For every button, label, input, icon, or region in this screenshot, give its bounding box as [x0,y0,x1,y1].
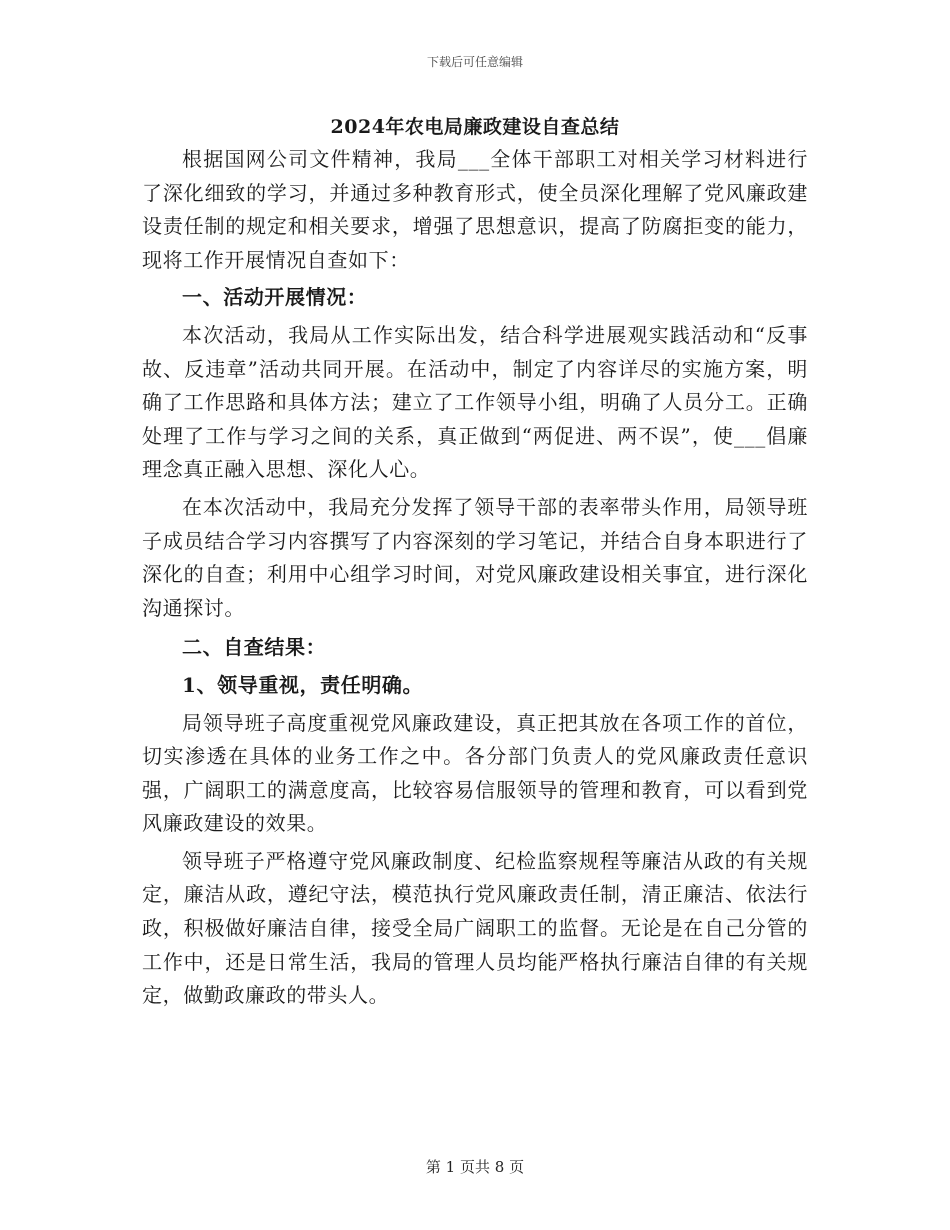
subsection-1-heading: 1、领导重视，责任明确。 [182,672,424,697]
subsection-1-paragraph-1: 局领导班子高度重视党风廉政建设，真正把其放在各项工作的首位，切实渗透在具体的业务工作之中。各分部门负责人的党风廉政责任意识强，广阔职工的满意度高，比较容易信服领导的管理和教育，可以看到党风廉政建设的效果。 [142,710,808,836]
section-1-heading: 一、活动开展情况： [182,285,368,310]
header-note: 下载后可任意编辑 [426,55,523,69]
document-body [142,111,808,1013]
section-2-heading: 二、自查结果： [182,635,327,660]
section-1-paragraph-1: 本次活动，我局从工作实际出发，结合科学进展观实践活动和“反事故、反违章”活动共同开展。在活动中，制定了内容详尽的实施方案，明确了工作思路和具体方法；建立了工作领导小组，明确了人员分工。正确处理了工作与学习之间的关系，真正做到“两促进、两不误”，使___倡廉理念真正融入思想、深化人心。 [142,322,808,482]
document-title: 2024年农电局廉政建设自查总结 [330,116,620,138]
intro-paragraph: 根据国网公司文件精神，我局___全体干部职工对相关学习材料进行了深化细致的学习，并通过多种教育形式，使全员深化理解了党风廉政建设责任制的规定和相关要求，增强了思想意识，提高了防腐拒变的能力，现将工作开展情况自查如下： [142,147,808,272]
page-footer: 第 1 页共 8 页 [425,1158,525,1176]
section-1-paragraph-2: 在本次活动中，我局充分发挥了领导干部的表率带头作用，局领导班子成员结合学习内容撰写了内容深刻的学习笔记，并结合自身本职进行了深化的自查；利用中心组学习时间，对党风廉政建设相关事宜，进行深化沟通探讨。 [142,494,808,620]
subsection-1-paragraph-2: 领导班子严格遵守党风廉政制度、纪检监察规程等廉洁从政的有关规定，廉洁从政，遵纪守法，模范执行党风廉政责任制，清正廉洁、依法行政，积极做好廉洁自律，接受全局广阔职工的监督。无论是在自己分管的工作中，还是日常生活，我局的管理人员均能严格执行廉洁自律的有关规定，做勤政廉政的带头人。 [142,848,808,1008]
